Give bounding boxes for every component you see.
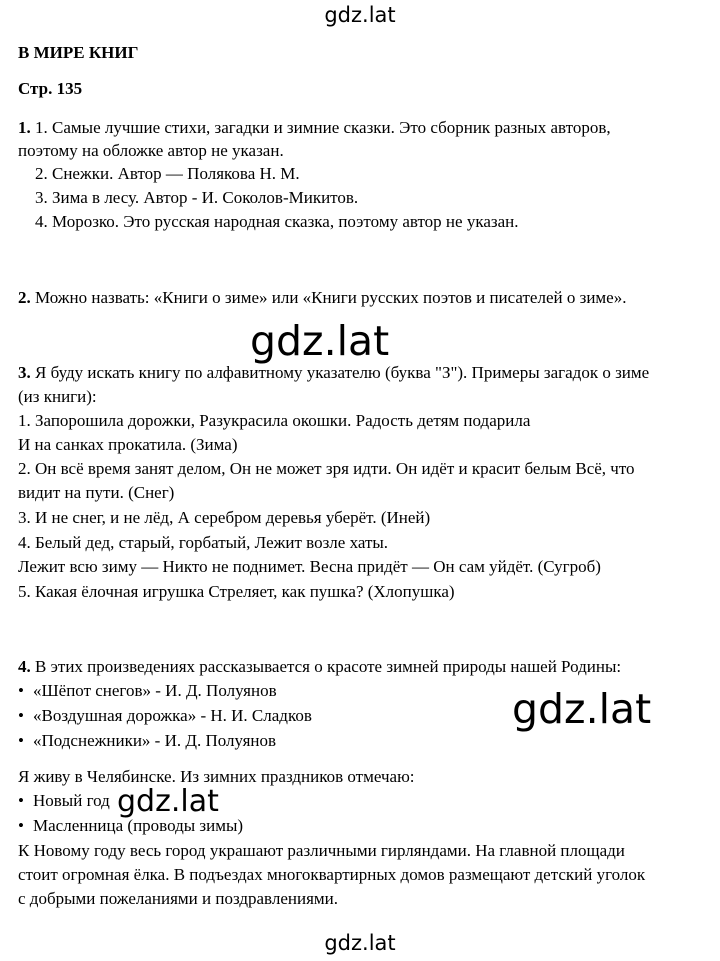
watermark-middle-2: gdz.lat <box>512 685 652 733</box>
task-3-line-2: (из книги): <box>18 387 97 406</box>
task-3-line-10: 5. Какая ёлочная игрушка Стреляет, как пушка? (Хлопушка) <box>18 582 455 601</box>
list-item: • «Подснежники» - И. Д. Полуянов <box>18 731 277 750</box>
task-3-line-7: 3. И не снег, и не лёд, А серебром деревья уберёт. (Иней) <box>18 508 431 527</box>
list-item: • Новый год <box>18 791 110 810</box>
task-1-line-3: 2. Снежки. Автор — Полякова Н. М. <box>35 164 300 183</box>
list-item: • Масленница (проводы зимы) <box>18 816 244 835</box>
task-3-line-1: 3. Я буду искать книгу по алфавитному указателю (буква "З"). Примеры загадок о зиме <box>18 363 650 382</box>
task-4-closing-line-2: стоит огромная ёлка. В подъездах многоквартирных домов размещают детский уголок <box>18 865 646 884</box>
task-4-closing-line-3: с добрыми пожеланиями и поздравлениями. <box>18 889 339 908</box>
task-1-line-5: 4. Морозко. Это русская народная сказка, поэтому автор не указан. <box>35 212 519 231</box>
watermark-middle-3: gdz.lat <box>117 784 219 819</box>
task-3-line-8: 4. Белый дед, старый, горбатый, Лежит возле хаты. <box>18 533 389 552</box>
task-3-line-3: 1. Запорошила дорожки, Разукрасила окошки. Радость детям подарила <box>18 411 531 430</box>
task-1-line-1: 1. 1. Самые лучшие стихи, загадки и зимние сказки. Это сборник разных авторов, <box>18 118 611 137</box>
task-1-line-2: поэтому на обложке автор не указан. <box>18 141 284 160</box>
task-2-line: 2. Можно назвать: «Книги о зиме» или «Книги русских поэтов и писателей о зиме». <box>18 288 627 307</box>
task-2-number: 2. <box>18 288 31 307</box>
list-item: • «Шёпот снегов» - И. Д. Полуянов <box>18 681 277 700</box>
task-3-line-6: видит на пути. (Снег) <box>18 483 175 502</box>
list-item: • «Воздушная дорожка» - Н. И. Сладков <box>18 706 312 725</box>
task-3-line-5: 2. Он всё время занят делом, Он не может зря идти. Он идёт и красит белым Всё, что <box>18 459 635 478</box>
task-4-number: 4. <box>18 657 31 676</box>
watermark-bottom: gdz.lat <box>324 931 396 955</box>
watermark-top: gdz.lat <box>324 3 396 27</box>
watermark-middle-1: gdz.lat <box>250 317 390 365</box>
task-4-intro: 4. В этих произведениях рассказывается о красоте зимней природы нашей Родины: <box>18 657 622 676</box>
task-4-city-line: Я живу в Челябинске. Из зимних праздников отмечаю: <box>18 767 415 786</box>
page-number: Стр. 135 <box>18 79 83 98</box>
task-3-line-4: И на санках прокатила. (Зима) <box>18 435 238 454</box>
task-3-line-9: Лежит всю зиму — Никто не поднимет. Весна придёт — Он сам уйдёт. (Сугроб) <box>18 557 601 576</box>
task-1-line-4: 3. Зима в лесу. Автор - И. Соколов-Микитов. <box>35 188 359 207</box>
section-title: В МИРЕ КНИГ <box>18 43 139 62</box>
task-1-number: 1. <box>18 118 31 137</box>
task-4-closing-line-1: К Новому году весь город украшают различными гирляндами. На главной площади <box>18 841 625 860</box>
task-3-number: 3. <box>18 363 31 382</box>
